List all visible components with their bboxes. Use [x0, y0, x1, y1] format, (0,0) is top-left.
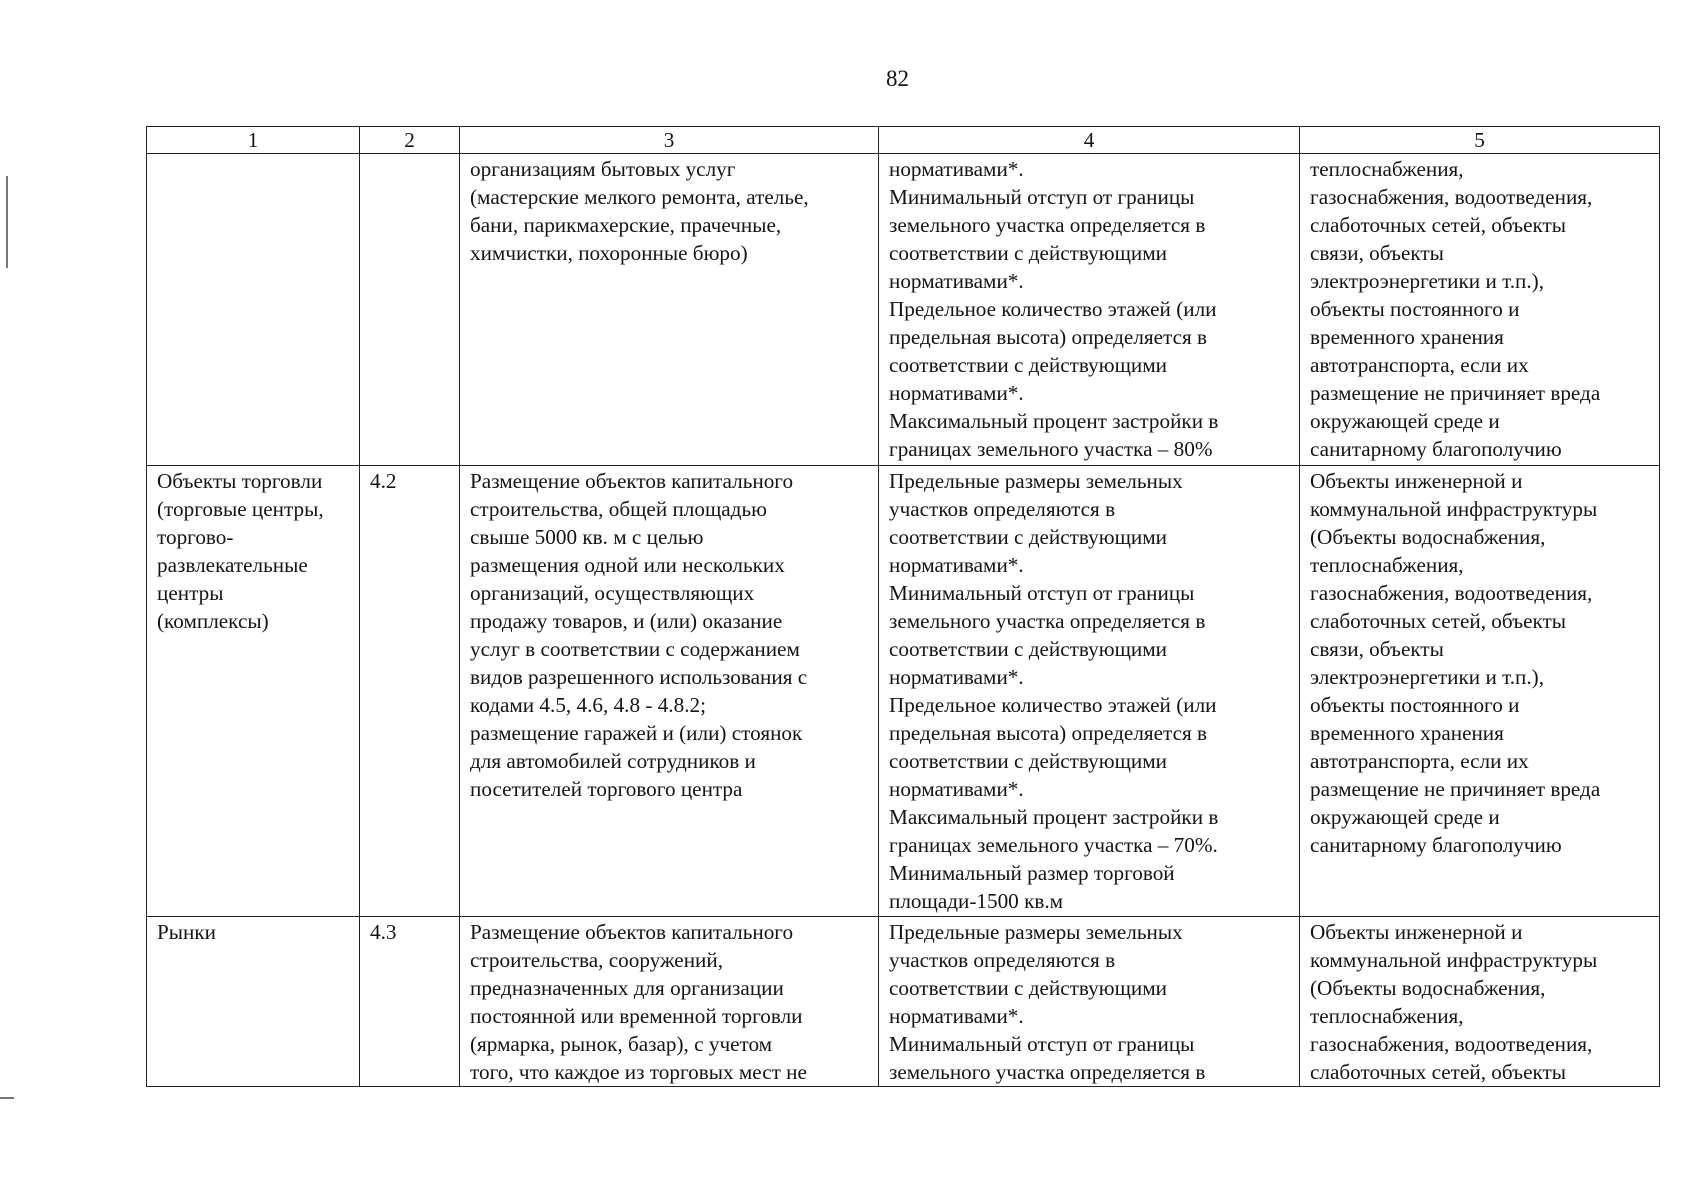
parameters-cell	[879, 466, 1300, 917]
cell-text-line: размещение не причиняет вреда	[1310, 777, 1601, 801]
cell-text-line: Максимальный процент застройки в	[889, 409, 1219, 433]
cell-text-line: автотранспорта, если их	[1310, 749, 1529, 773]
cell-text-line: (мастерские мелкого ремонта, ателье,	[470, 185, 809, 209]
cell-text-line: Максимальный процент застройки в	[889, 805, 1219, 829]
description-cell	[460, 466, 879, 917]
cell-text-line: теплоснабжения,	[1310, 553, 1464, 577]
cell-text-line: нормативами*.	[889, 381, 1024, 405]
cell-text-line: теплоснабжения,	[1310, 157, 1464, 181]
cell-text-line: слаботочных сетей, объекты	[1310, 1060, 1566, 1084]
cell-text-line: Объекты торговли	[157, 469, 323, 493]
cell-text-line: центры	[157, 581, 224, 605]
cell-text-line: свыше 5000 кв. м с целью	[470, 525, 704, 549]
code-cell	[360, 154, 460, 466]
description-cell	[460, 154, 879, 466]
column-header-3: 3	[460, 127, 879, 154]
cell-text-line: торгово-	[157, 525, 234, 549]
cell-text-line: земельного участка определяется в	[889, 213, 1206, 237]
cell-text-line: Минимальный размер торговой	[889, 861, 1175, 885]
cell-text-line: соответствии с действующими	[889, 637, 1168, 661]
cell-text-line: связи, объекты	[1310, 637, 1444, 661]
cell-text-line: развлекательные	[157, 553, 308, 577]
cell-text-line: организациям бытовых услуг	[470, 157, 736, 181]
cell-text-line: продажу товаров, и (или) оказание	[470, 609, 783, 633]
cell-text-line: организаций, осуществляющих	[470, 581, 755, 605]
cell-text-line: (комплексы)	[157, 609, 269, 633]
cell-text-line: связи, объекты	[1310, 241, 1444, 265]
cell-text-line: автотранспорта, если их	[1310, 353, 1529, 377]
cell-text-line: нормативами*.	[889, 553, 1024, 577]
cell-text-line: границах земельного участка – 80%	[889, 437, 1213, 461]
page-number: 82	[886, 66, 909, 91]
cell-text-line: объекты постоянного и	[1310, 693, 1520, 717]
cell-text-line: слаботочных сетей, объекты	[1310, 609, 1566, 633]
cell-text-line: участков определяются в	[889, 948, 1116, 972]
cell-text-line: нормативами*.	[889, 1004, 1024, 1028]
cell-text-line: газоснабжения, водоотведения,	[1310, 581, 1593, 605]
cell-text-line: (торговые центры,	[157, 497, 324, 521]
cell-text-line: участков определяются в	[889, 497, 1116, 521]
table-row	[147, 154, 1660, 466]
cell-text-line: предельная высота) определяется в	[889, 325, 1208, 349]
cell-text-line: границах земельного участка – 70%.	[889, 833, 1218, 857]
cell-text-line: коммунальной инфраструктуры	[1310, 948, 1598, 972]
cell-text-line: строительства, общей площадью	[470, 497, 767, 521]
cell-text-line: коммунальной инфраструктуры	[1310, 497, 1598, 521]
table-row	[147, 917, 1660, 1087]
cell-text-line: кодами 4.5, 4.6, 4.8 - 4.8.2;	[470, 693, 706, 717]
cell-text-line: слаботочных сетей, объекты	[1310, 213, 1566, 237]
column-header-5: 5	[1300, 127, 1660, 154]
cell-text-line: соответствии с действующими	[889, 241, 1168, 265]
cell-text-line: окружающей среде и	[1310, 409, 1500, 433]
cell-text-line: Минимальный отступ от границы	[889, 1032, 1195, 1056]
cell-text-line: предельная высота) определяется в	[889, 721, 1208, 745]
cell-text-line: Объекты инженерной и	[1310, 920, 1523, 944]
cell-text-line: 4.3	[370, 920, 397, 944]
cell-text-line: соответствии с действующими	[889, 525, 1168, 549]
cell-text-line: Минимальный отступ от границы	[889, 185, 1195, 209]
cell-text-line: размещение не причиняет вреда	[1310, 381, 1601, 405]
parameters-cell	[879, 917, 1300, 1087]
cell-text-line: газоснабжения, водоотведения,	[1310, 185, 1593, 209]
header-row	[147, 127, 1660, 154]
auxiliary-uses-cell	[1300, 917, 1660, 1087]
table-row	[147, 466, 1660, 917]
cell-text-line: видов разрешенного использования с	[470, 665, 808, 689]
code-cell	[360, 917, 460, 1087]
cell-text-line: Объекты инженерной и	[1310, 469, 1523, 493]
parameters-cell	[879, 154, 1300, 466]
cell-text-line: (Объекты водоснабжения,	[1310, 525, 1546, 549]
auxiliary-uses-cell	[1300, 154, 1660, 466]
cell-text-line: предназначенных для организации	[470, 976, 784, 1000]
column-header-1: 1	[147, 127, 360, 154]
cell-text-line: временного хранения	[1310, 325, 1504, 349]
cell-text-line: нормативами*.	[889, 269, 1024, 293]
cell-text-line: земельного участка определяется в	[889, 609, 1206, 633]
cell-text-line: постоянной или временной торговли	[470, 1004, 803, 1028]
cell-text-line: соответствии с действующими	[889, 976, 1168, 1000]
land-use-table	[146, 126, 1660, 1087]
column-header-2: 2	[360, 127, 460, 154]
cell-text-line: бани, парикмахерские, прачечные,	[470, 213, 782, 237]
cell-text-line: услуг в соответствии с содержанием	[470, 637, 800, 661]
use-type-cell	[147, 917, 360, 1087]
cell-text-line: нормативами*.	[889, 157, 1024, 181]
code-cell	[360, 466, 460, 917]
cell-text-line: временного хранения	[1310, 721, 1504, 745]
cell-text-line: соответствии с действующими	[889, 749, 1168, 773]
cell-text-line: химчистки, похоронные бюро)	[470, 241, 748, 265]
cell-text-line: нормативами*.	[889, 777, 1024, 801]
cell-text-line: Минимальный отступ от границы	[889, 581, 1195, 605]
cell-text-line: окружающей среде и	[1310, 805, 1500, 829]
cell-text-line: санитарному благополучию	[1310, 437, 1562, 461]
cell-text-line: электроэнергетики и т.п.),	[1310, 665, 1545, 689]
cell-text-line: (Объекты водоснабжения,	[1310, 976, 1546, 1000]
cell-text-line: размещения одной или нескольких	[470, 553, 785, 577]
cell-text-line: Размещение объектов капитального	[470, 920, 794, 944]
cell-text-line: (ярмарка, рынок, базар), с учетом	[470, 1032, 773, 1056]
cell-text-line: Предельные размеры земельных	[889, 469, 1183, 493]
cell-text-line: соответствии с действующими	[889, 353, 1168, 377]
scan-mark	[0, 1097, 14, 1099]
cell-text-line: площади-1500 кв.м	[889, 889, 1064, 913]
cell-text-line: 4.2	[370, 469, 397, 493]
scan-mark	[6, 176, 8, 268]
column-header-4: 4	[879, 127, 1300, 154]
auxiliary-uses-cell	[1300, 466, 1660, 917]
cell-text-line: Предельное количество этажей (или	[889, 297, 1217, 321]
cell-text-line: для автомобилей сотрудников и	[470, 749, 756, 773]
cell-text-line: Предельные размеры земельных	[889, 920, 1183, 944]
cell-text-line: размещение гаражей и (или) стоянок	[470, 721, 803, 745]
cell-text-line: санитарному благополучию	[1310, 833, 1562, 857]
cell-text-line: строительства, сооружений,	[470, 948, 724, 972]
cell-text-line: теплоснабжения,	[1310, 1004, 1464, 1028]
cell-text-line: газоснабжения, водоотведения,	[1310, 1032, 1593, 1056]
use-type-cell	[147, 466, 360, 917]
description-cell	[460, 917, 879, 1087]
cell-text-line: Рынки	[157, 920, 216, 944]
cell-text-line: объекты постоянного и	[1310, 297, 1520, 321]
cell-text-line: Предельное количество этажей (или	[889, 693, 1217, 717]
cell-text-line: того, что каждое из торговых мест не	[470, 1060, 807, 1084]
cell-text-line: электроэнергетики и т.п.),	[1310, 269, 1545, 293]
cell-text-line: земельного участка определяется в	[889, 1060, 1206, 1084]
cell-text-line: Размещение объектов капитального	[470, 469, 794, 493]
use-type-cell	[147, 154, 360, 466]
cell-text-line: посетителей торгового центра	[470, 777, 743, 801]
cell-text-line: нормативами*.	[889, 665, 1024, 689]
